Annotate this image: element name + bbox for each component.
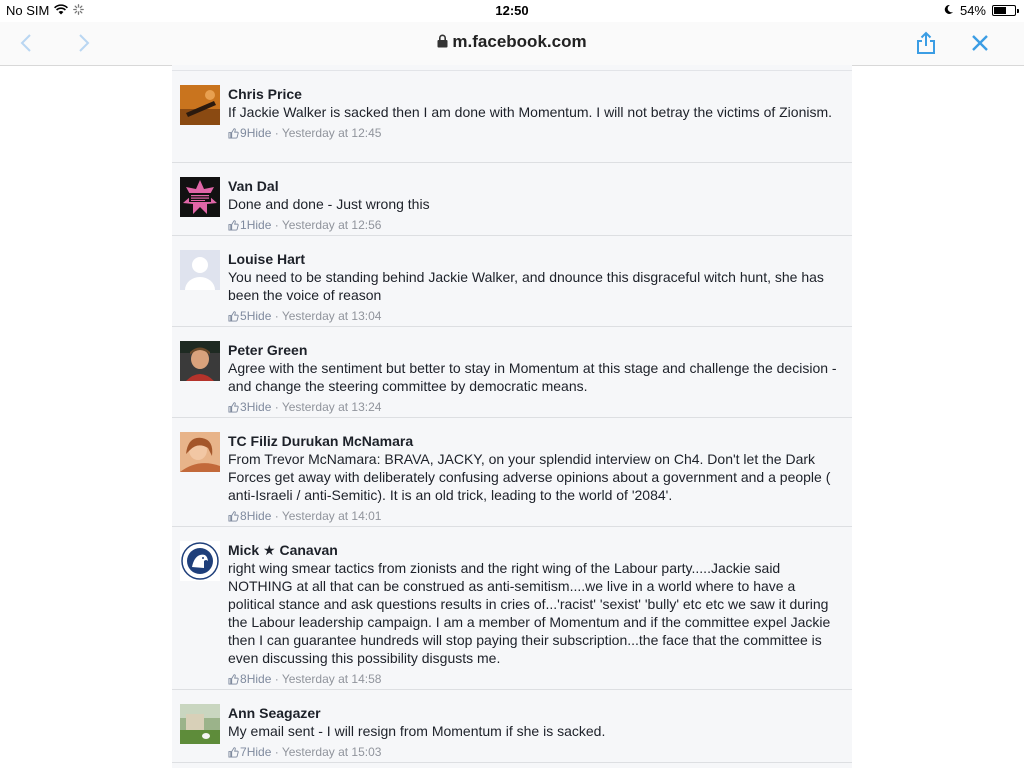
hide-button[interactable]: Hide — [246, 218, 272, 232]
hide-button[interactable]: Hide — [246, 509, 272, 523]
hide-button[interactable]: Hide — [246, 400, 272, 414]
like-count: 8 — [240, 509, 247, 523]
comment-text: From Trevor McNamara: BRAVA, JACKY, on your splendid interview on Ch4. Don't let the Dark Forces get away with deliberately confusing adverse opinions about a government and a people ( anti-Israeli / anti-Semitic). It is an old trick, leading to the world of '2084'. — [228, 451, 831, 503]
comment-author[interactable]: Louise Hart — [228, 251, 306, 267]
comment-timestamp[interactable]: Yesterday at 15:03 — [281, 745, 382, 759]
avatar[interactable] — [180, 541, 220, 581]
carrier-label: No SIM — [6, 3, 50, 18]
comment-timestamp[interactable]: Yesterday at 12:56 — [281, 218, 382, 232]
lock-icon — [437, 33, 448, 53]
comment-item — [172, 71, 852, 163]
like-count: 7 — [240, 745, 247, 759]
comment-timestamp[interactable]: Yesterday at 12:45 — [281, 126, 382, 140]
comment-author[interactable]: Van Dal — [228, 178, 279, 194]
comment-author[interactable]: Chris Price — [228, 86, 302, 102]
avatar[interactable] — [180, 250, 220, 290]
like-count: 8 — [240, 672, 247, 686]
comment-text: Agree with the sentiment but better to stay in Momentum at this stage and challenge the decision - and change the steering committee by democratic means. — [228, 360, 837, 394]
comment-text: If Jackie Walker is sacked then I am done with Momentum. I will not betray the victims of Zionism. — [228, 104, 833, 120]
thumbs-up-icon — [228, 510, 239, 526]
hide-button[interactable]: Hide — [246, 672, 272, 686]
comment-timestamp[interactable]: Yesterday at 13:04 — [281, 309, 382, 323]
like-count-button[interactable] — [228, 672, 247, 686]
comment-timestamp[interactable]: Yesterday at 14:01 — [281, 509, 382, 523]
comment-item — [172, 690, 852, 763]
comment-meta: 7Hide · Yesterday at 15:03 — [228, 744, 838, 762]
avatar[interactable] — [180, 432, 220, 472]
comment-text: My email sent - I will resign from Momentum if she is sacked. — [228, 723, 606, 739]
hide-button[interactable]: Hide — [246, 745, 272, 759]
avatar[interactable] — [180, 85, 220, 125]
like-count: 9 — [240, 126, 247, 140]
thumbs-up-icon — [228, 219, 239, 235]
like-count-button[interactable] — [228, 509, 247, 523]
thumbs-up-icon — [228, 746, 239, 762]
comment-author[interactable]: Peter Green — [228, 342, 308, 358]
share-icon — [915, 31, 937, 55]
comment-item — [172, 236, 852, 327]
comment-timestamp[interactable]: Yesterday at 14:58 — [281, 672, 382, 686]
share-button[interactable] — [912, 30, 940, 56]
like-count-button[interactable] — [228, 126, 247, 140]
moon-icon — [943, 3, 954, 18]
comment-meta: 9Hide · Yesterday at 12:45 — [228, 125, 838, 143]
like-count-button[interactable] — [228, 745, 247, 759]
thumbs-up-icon — [228, 310, 239, 326]
avatar[interactable] — [180, 704, 220, 744]
comment-meta: 8Hide · Yesterday at 14:01 — [228, 508, 838, 526]
browser-toolbar — [0, 22, 1024, 66]
like-count: 5 — [240, 309, 247, 323]
comments-list — [172, 65, 852, 768]
like-count: 1 — [240, 218, 247, 232]
comment-item — [172, 418, 852, 527]
status-bar — [0, 0, 1024, 22]
thumbs-up-icon — [228, 401, 239, 417]
battery-percent: 54% — [959, 3, 986, 18]
comment-item — [172, 527, 852, 690]
comment-author[interactable]: Ann Seagazer — [228, 705, 321, 721]
like-count: 3 — [240, 400, 247, 414]
url-text: m.facebook.com — [452, 32, 587, 51]
comment-timestamp[interactable]: Yesterday at 13:24 — [281, 400, 382, 414]
comment-author[interactable]: TC Filiz Durukan McNamara — [228, 433, 414, 449]
comment-item — [172, 163, 852, 236]
comment-meta: 8Hide · Yesterday at 14:58 — [228, 671, 838, 689]
close-icon — [970, 33, 990, 53]
close-button[interactable] — [966, 30, 994, 56]
hide-button[interactable]: Hide — [246, 126, 272, 140]
comment-text: You need to be standing behind Jackie Walker, and dnounce this disgraceful witch hunt, she has been the voice of reason — [228, 269, 824, 303]
comment-author[interactable]: Mick ★ Canavan — [228, 542, 338, 558]
thumbs-up-icon — [228, 127, 239, 143]
comment-item — [172, 327, 852, 418]
battery-icon — [992, 5, 1016, 16]
hide-button[interactable]: Hide — [246, 309, 272, 323]
avatar[interactable] — [180, 177, 220, 217]
like-count-button[interactable] — [228, 218, 247, 232]
avatar[interactable] — [180, 341, 220, 381]
comment-text: Done and done - Just wrong this — [228, 196, 430, 212]
comment-meta: 5Hide · Yesterday at 13:04 — [228, 308, 838, 326]
thumbs-up-icon — [228, 673, 239, 689]
comment-text: right wing smear tactics from zionists and the right wing of the Labour party.....Jackie said NOTHING at all that can be construed as anti-semitism....we live in a world where to have a political stance and ask questions results in cries of...'racist' 'sexist' 'bully' etc etc we saw it during the Labour leadership campaign. I am a member of Momentum and if the committee expel Jackie then I can guarantee hundreds will stop paying their subscription...the face that the committee is even discussing this possibility disgusts me. — [228, 560, 831, 666]
like-count-button[interactable] — [228, 309, 247, 323]
status-right — [943, 3, 1016, 18]
address-bar[interactable] — [0, 32, 1024, 53]
comment-meta: 3Hide · Yesterday at 13:24 — [228, 399, 838, 417]
comment-meta: 1Hide · Yesterday at 12:56 — [228, 217, 838, 235]
status-time: 12:50 — [495, 3, 529, 18]
like-count-button[interactable] — [228, 400, 247, 414]
